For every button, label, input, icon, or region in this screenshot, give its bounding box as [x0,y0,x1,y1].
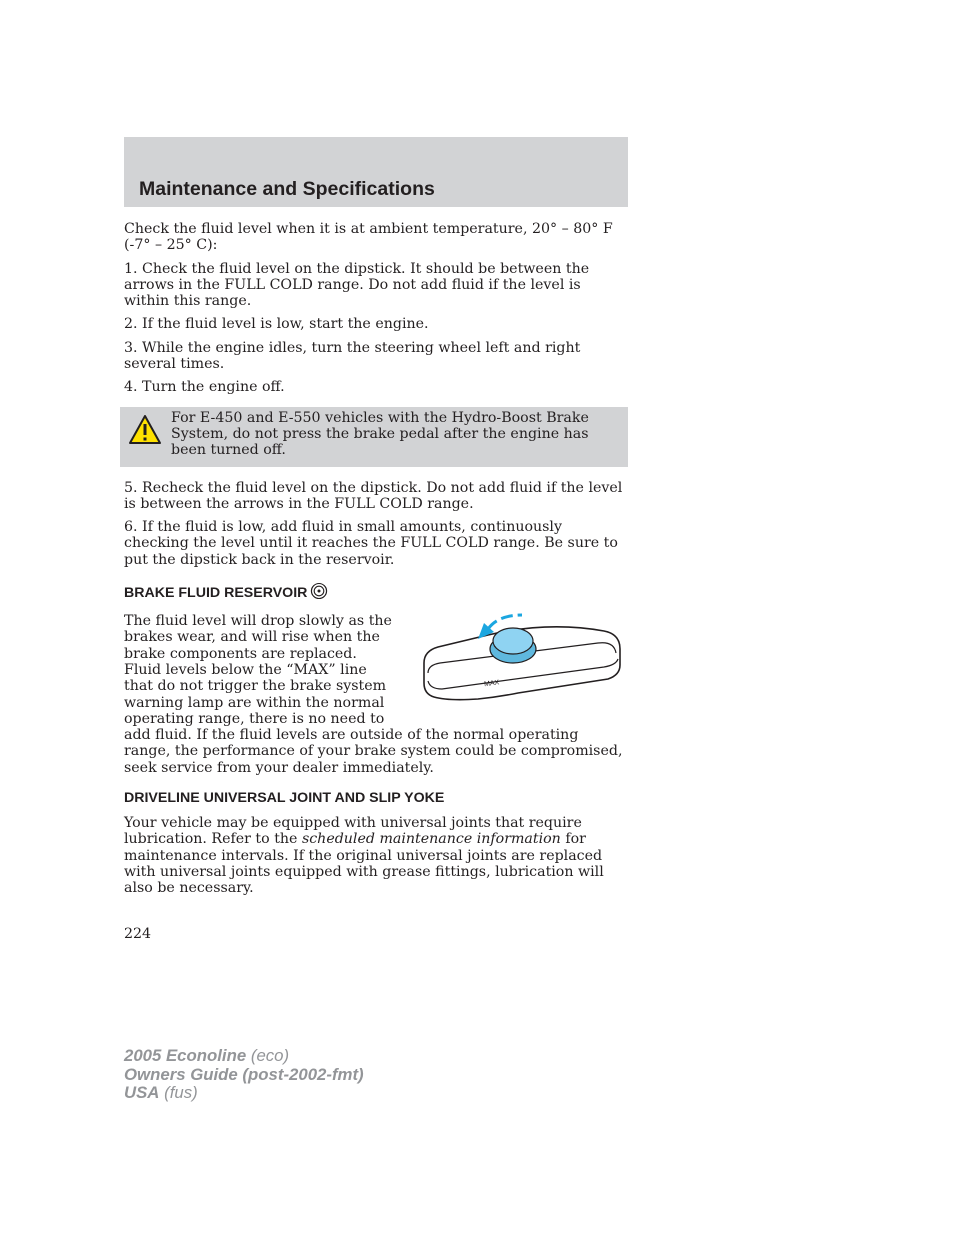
step-1: 1. Check the fluid level on the dipstick. It should be between the arrows in the FULL COLD range. Do not add fluid if the level is within this range. [124,260,590,310]
warning-box [120,407,628,467]
brake-reservoir-illustration [398,607,624,717]
step-3: 3. While the engine idles, turn the steering wheel left and right several times. [124,339,581,373]
warning-triangle-icon [128,413,162,447]
step-4: 4. Turn the engine off. [124,379,285,396]
page-title: Maintenance and Specifications [139,178,435,200]
max-label: MAX [483,679,500,689]
brake-fluid-symbol-icon [310,582,328,605]
warning-text: For E-450 and E-550 vehicles with the Hydro-Boost Brake System, do not press the brake pedal after the engine has been turned off. [171,409,589,459]
step-5: 5. Recheck the fluid level on the dipstick. Do not add fluid if the level is between the arrows in the FULL COLD range. [124,479,623,512]
footer-market-code: (fus) [164,1083,198,1102]
footer-guide: Owners Guide (post-2002-fmt) [124,1064,364,1084]
footer-line-1 [124,1047,364,1066]
page-number: 224 [124,926,152,942]
main-content [124,221,624,904]
brake-fluid-heading [124,582,624,605]
footer-doc-info [124,1047,364,1103]
header-band [124,137,628,207]
footer-line-3 [124,1084,364,1103]
intro-paragraph: Check the fluid level when it is at ambient temperature, 20° – 80° F (-7° – 25° C): [124,221,613,254]
scheduled-maintenance-reference: scheduled maintenance information [301,831,561,848]
driveline-body [124,815,624,896]
driveline-heading: DRIVELINE UNIVERSAL JOINT AND SLIP YOKE [124,790,445,807]
step-6: 6. If the fluid is low, add fluid in small amounts, continuously checking the level until it reaches the FULL COLD range. Be sure to put the dipstick back in the reservoir. [124,519,618,568]
brake-fluid-heading-text: BRAKE FLUID RESERVOIR [124,585,308,602]
footer-line-2 [124,1066,364,1085]
footer-model: 2005 Econoline [124,1046,247,1065]
footer-market: USA [124,1083,160,1102]
driveline-body-part2: for maintenance intervals. If the original universal joints are replaced with universal joints equipped with grease fittings, lubrication will also be necessary. [124,831,604,897]
driveline-body-part1: Your vehicle may be equipped with universal joints that require lubrication. Refer to the [124,815,582,848]
footer-model-code: (eco) [250,1046,290,1065]
step-2: 2. If the fluid level is low, start the engine. [124,316,429,333]
brake-fluid-body: The fluid level will drop slowly as the brakes wear, and will rise when the brake components are replaced. Fluid levels below the “MAX” line that do not trigger the brake system warning lamp are within the normal operating range, there is no need to add fluid. If the fluid levels are outside of the normal operating range, the performance of your brake system could be compromised, seek service from your dealer immediately. [124,613,623,776]
